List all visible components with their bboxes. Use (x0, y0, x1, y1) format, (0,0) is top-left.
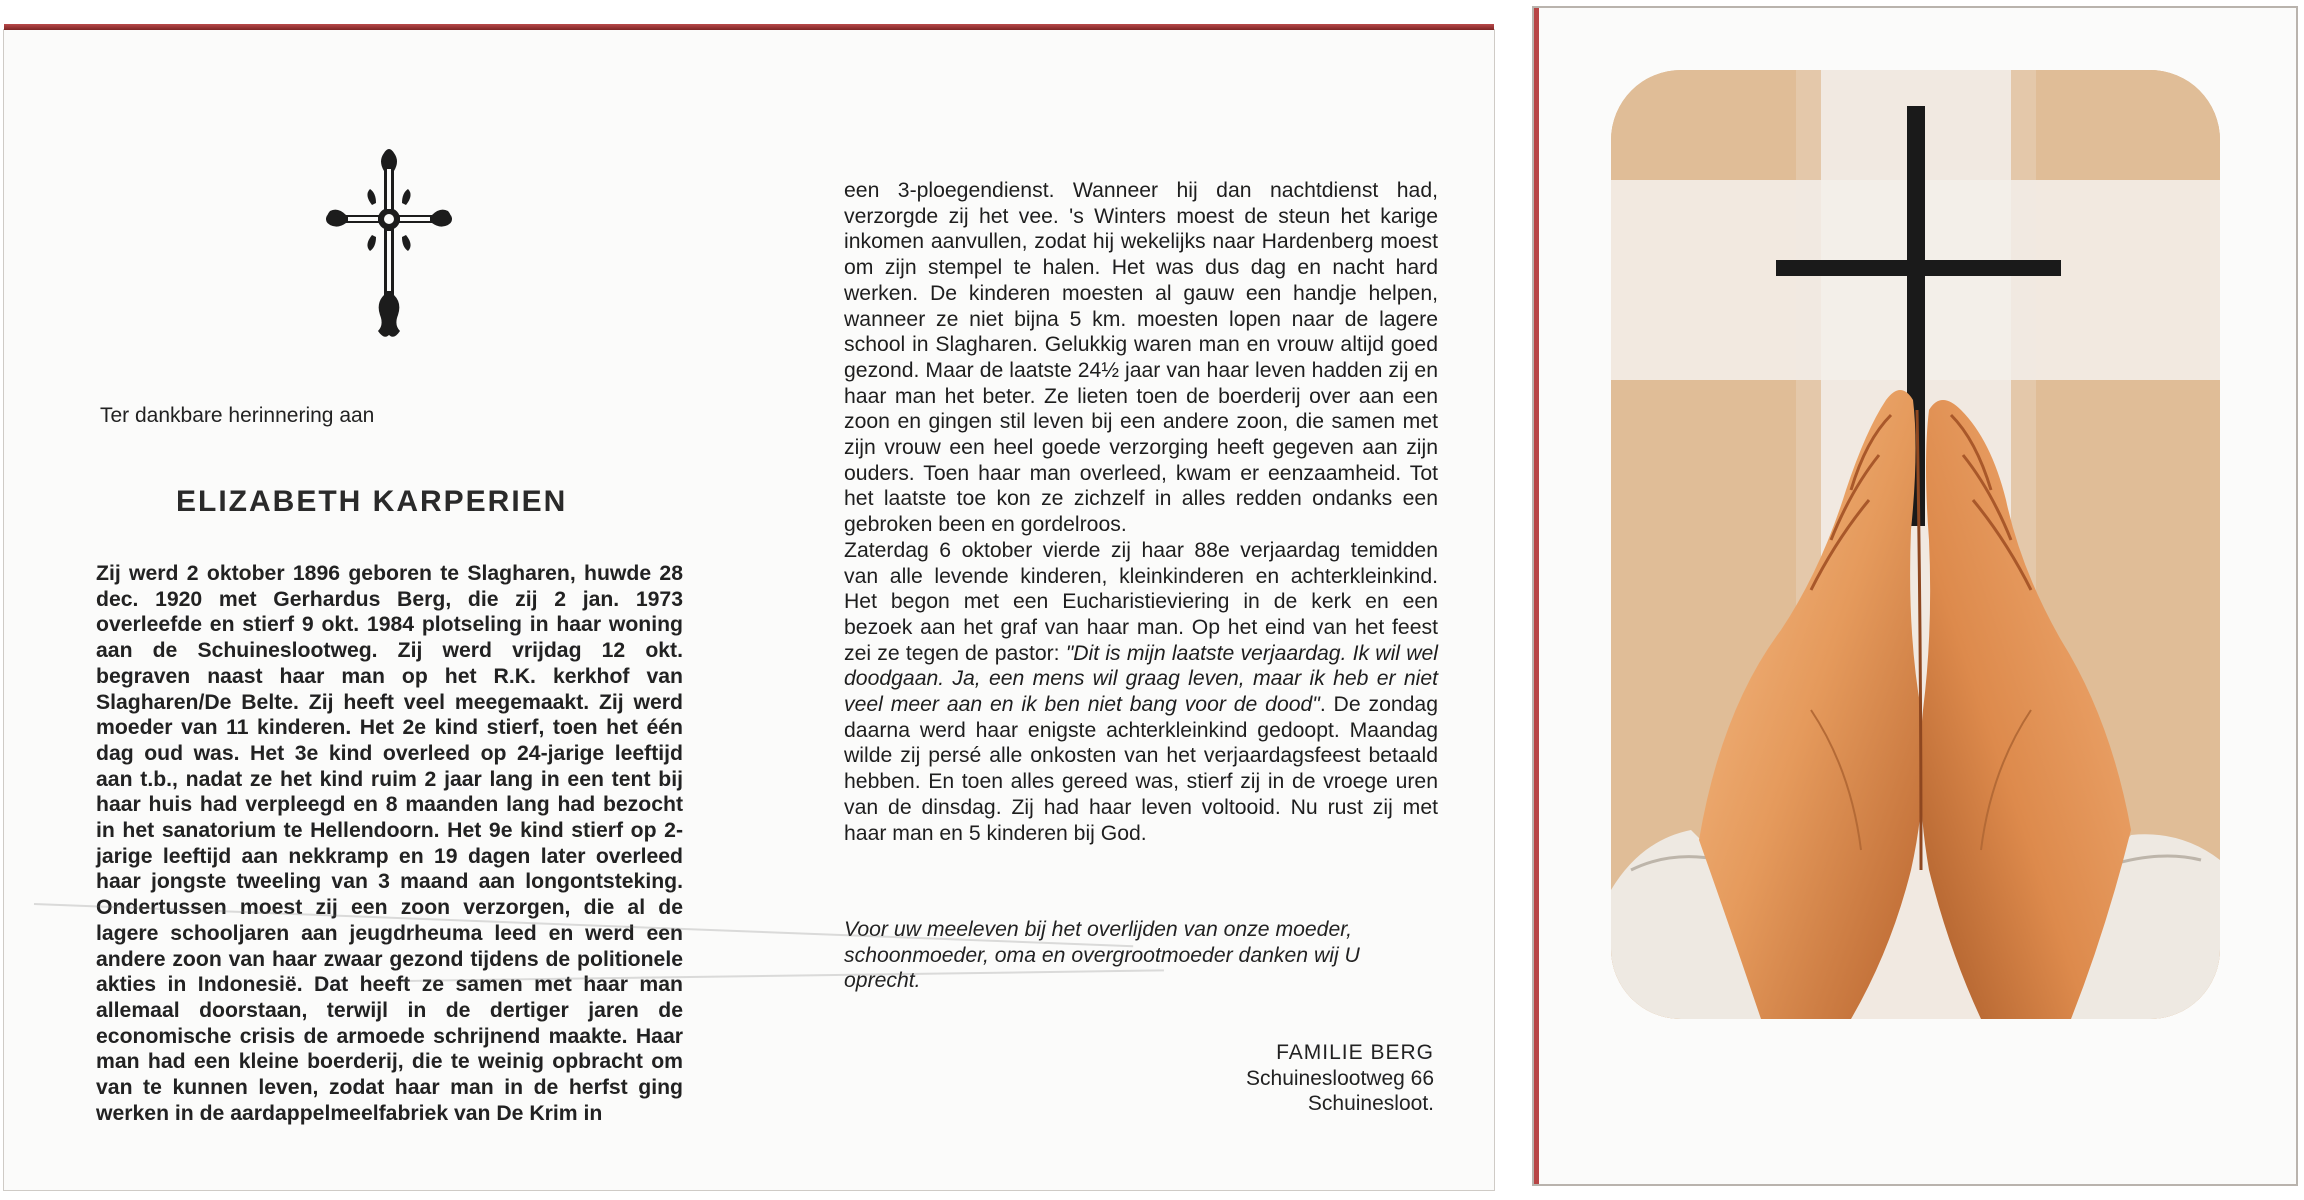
biography-column-1 (96, 561, 683, 1126)
signature-street: Schuineslootweg 66 (1246, 1066, 1434, 1090)
praying-hands-picture (1611, 70, 2220, 1019)
biography-text: Zaterdag 6 oktober vierde zij haar 88e verjaardag temidden van alle levende kinderen, kleinkinderen en achterkleinkind. Het begon met een Eucharistieviering in de kerk en een bezoek aan het graf van haar man. Op het eind van het feest zei ze tegen de pastor: (844, 538, 1438, 665)
biography-paragraph: een 3-ploegendienst. Wanneer hij dan nachtdienst had, verzorgde zij het vee. 's Winters moest de steun het karige inkomen aanvullen, zodat hij wekelijks naar Hardenberg moest om zijn stempel te halen. Het was dus dag en nacht hard werken. De kinderen moesten al gauw een handje helpen, wanneer ze niet bijna 5 km. moesten lopen naar de lagere school in Slagharen. Gelukkig waren man en vrouw altijd goed gezond. Maar de laatste 24½ jaar van haar leven hadden zij en haar man het beter. Ze lieten toen de boerderij over aan een zoon en gingen stil leven bij een andere zoon, die samen met zijn vrouw een heel goede verzorging heeft gegeven aan zijn ouders. Toen haar man overleed, kwam er eenzaamheid. Tot het laatste toe kon ze zichzelf in alles redden ondanks een gebroken been en gordelroos. (844, 179, 1438, 537)
intro-text: Ter dankbare herinnering aan (100, 404, 375, 427)
signature-town: Schuinesloot. (1307, 1092, 1434, 1115)
ornate-cross-icon (324, 145, 454, 340)
deceased-name: ELIZABETH KARPERIEN (176, 485, 568, 518)
biography-paragraph-2 (844, 538, 1438, 846)
biography-column-2 (844, 178, 1438, 846)
right-card (1534, 8, 2296, 1184)
pastor-quote: "Dit is mijn laatste verjaardag. Ik wil wel doodgaan. Ja, een mens wil graag leven, maar ik heb er niet veel meer aan en ik ben niet bang voor de dood" (844, 641, 1438, 717)
praying-hands-with-cross-icon (1611, 70, 2220, 1019)
signature-family: FAMILIE BERG (1276, 1041, 1434, 1064)
biography-paragraph: Zij werd 2 oktober 1896 geboren te Slagharen, huwde 28 dec. 1920 met Gerhardus Berg, die zij 2 jan. 1973 overleefde en stierf 9 okt. 1984 plotseling in haar woning aan de Schuineslootweg. Zij werd vrijdag 12 okt. begraven naast haar man op het R.K. kerkhof van Slagharen/De Belte. Zij heeft veel meegemaakt. Zij werd moeder van 11 kinderen. Het 2e kind stierf, toen het één dag oud was. Het 3e kind overleed op 24-jarige leeftijd aan t.b., nadat ze het kind ruim 2 jaar lang in een tent bij haar huis had verpleegd en 8 maanden lang had bezocht in het sanatorium te Hellendoorn. Het 9e kind stierf op 2-jarige leeftijd aan nekkramp en 19 dagen later overleed haar jongste tweeling van 3 maand aan longontsteking. Ondertussen moest zij een zoon verzorgen, die al de lagere schooljaren aan jeugdrheuma leed en werd een andere zoon van haar zwaar gezond tijdens de politionele akties in Indonesië. Dat heeft ze samen met haar man allemaal doorstaan, terwijl in de dertiger jaren de economische crisis de armoede schrijnend maakte. Haar man had een kleine boerderij, die te weinig opbracht om van te kunnen leven, zodat haar man in de herfst ging werken in de aardappelmeelfabriek van De Krim in (96, 562, 683, 1125)
signature-block (1130, 1040, 1434, 1117)
left-card (4, 30, 1494, 1190)
biography-text: . De zondag daarna werd haar enigste achterkleinkind gedoopt. Maandag wilde zij persé alle onkosten van het verjaardagsfeest betaald hebben. En toen alles gereed was, stierf zij in de vroege uren van de dinsdag. Zij had haar leven voltooid. Nu rust zij met haar man en 5 kinderen bij God. (844, 693, 1438, 845)
thanks-note: Voor uw meeleven bij het overlijden van onze moeder, schoonmoeder, oma en overgrootmoeder danken wij U oprecht. (844, 918, 1360, 993)
